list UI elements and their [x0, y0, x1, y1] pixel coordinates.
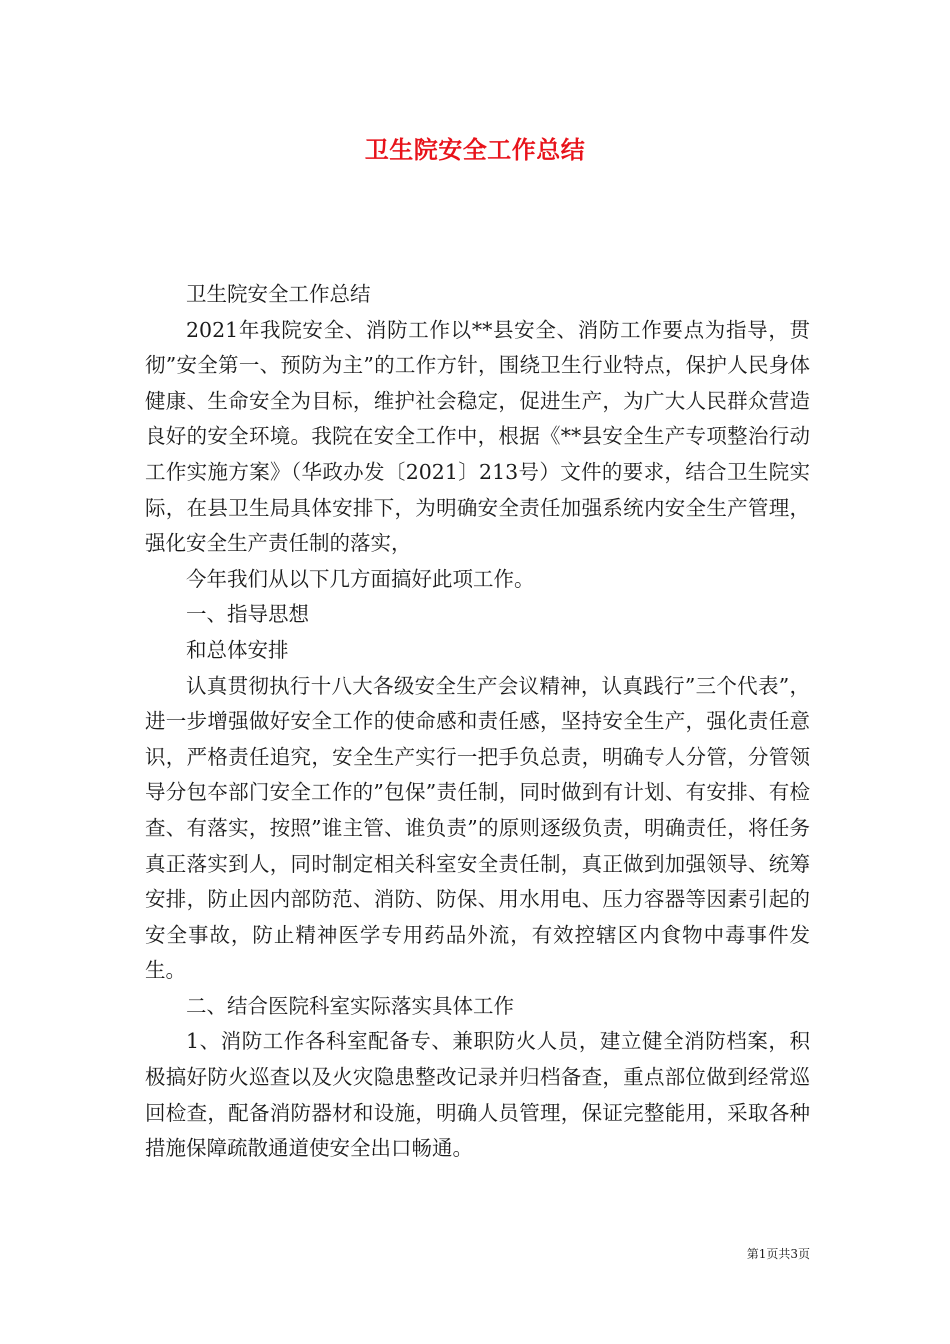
- paragraph-fire-safety: 1、消防工作各科室配备专、兼职防火人员，建立健全消防档案，积极搞好防火巡查以及火灾隐患整改记录并归档备查，重点部位做到经常巡回检查，配备消防器材和设施，明确人员管理，保证完整能用，采取各种措施保障疏散通道使安全出口畅通。: [145, 1029, 810, 1161]
- section-heading-1: 一、指导思想: [186, 602, 309, 627]
- paragraph-intro: 2021年我院安全、消防工作以**县安全、消防工作要点为指导，贯彻”安全第一、预防为主”的工作方针，围绕卫生行业特点，保护人民身体健康、生命安全为目标，维护社会稳定，促进生产，为广大人民群众营造良好的安全环境。我院在安全工作中，根据《**县安全生产专项整治行动工作实施方案》（华政办发〔2021〕213号）文件的要求，结合卫生院实际，在县卫生局具体安排下，为明确安全责任加强系统内安全生产管理，强化安全生产责任制的落实，: [145, 317, 810, 556]
- paragraph-intro-end: 今年我们从以下几方面搞好此项工作。: [186, 566, 535, 591]
- section-heading-2: 二、结合医院科室实际落实具体工作: [186, 993, 514, 1018]
- page-number: 第1页共3页: [746, 1247, 810, 1261]
- paragraph-heading: 卫生院安全工作总结: [186, 282, 371, 306]
- document-title: 卫生院安全工作总结: [364, 135, 586, 164]
- section-heading-1-cont: 和总体安排: [186, 637, 289, 662]
- paragraph-guiding: 认真贯彻执行十八大各级安全生产会议精神，认真践行”三个代表”，进一步增强做好安全工作的使命感和责任感，坚持安全生产，强化责任意识，严格责任追究，安全生产实行一把手负总责，明确专人分管，分管领导分包夲部门安全工作的”包保”责任制，同时做到有计划、有安排、有检查、有落实，按照”谁主管、谁负责”的原则逐级负责，明确责任，将任务真正落实到人，同时制定相关科室安全责任制，真正做到加强领导、统筹安排，防止因内部防范、消防、防保、用水用电、压力容器等因素引起的安全事故，防止精神医学专用药品外流，有效控辖区内食物中毒事件发生。: [145, 673, 810, 983]
- document-body: [145, 277, 810, 1167]
